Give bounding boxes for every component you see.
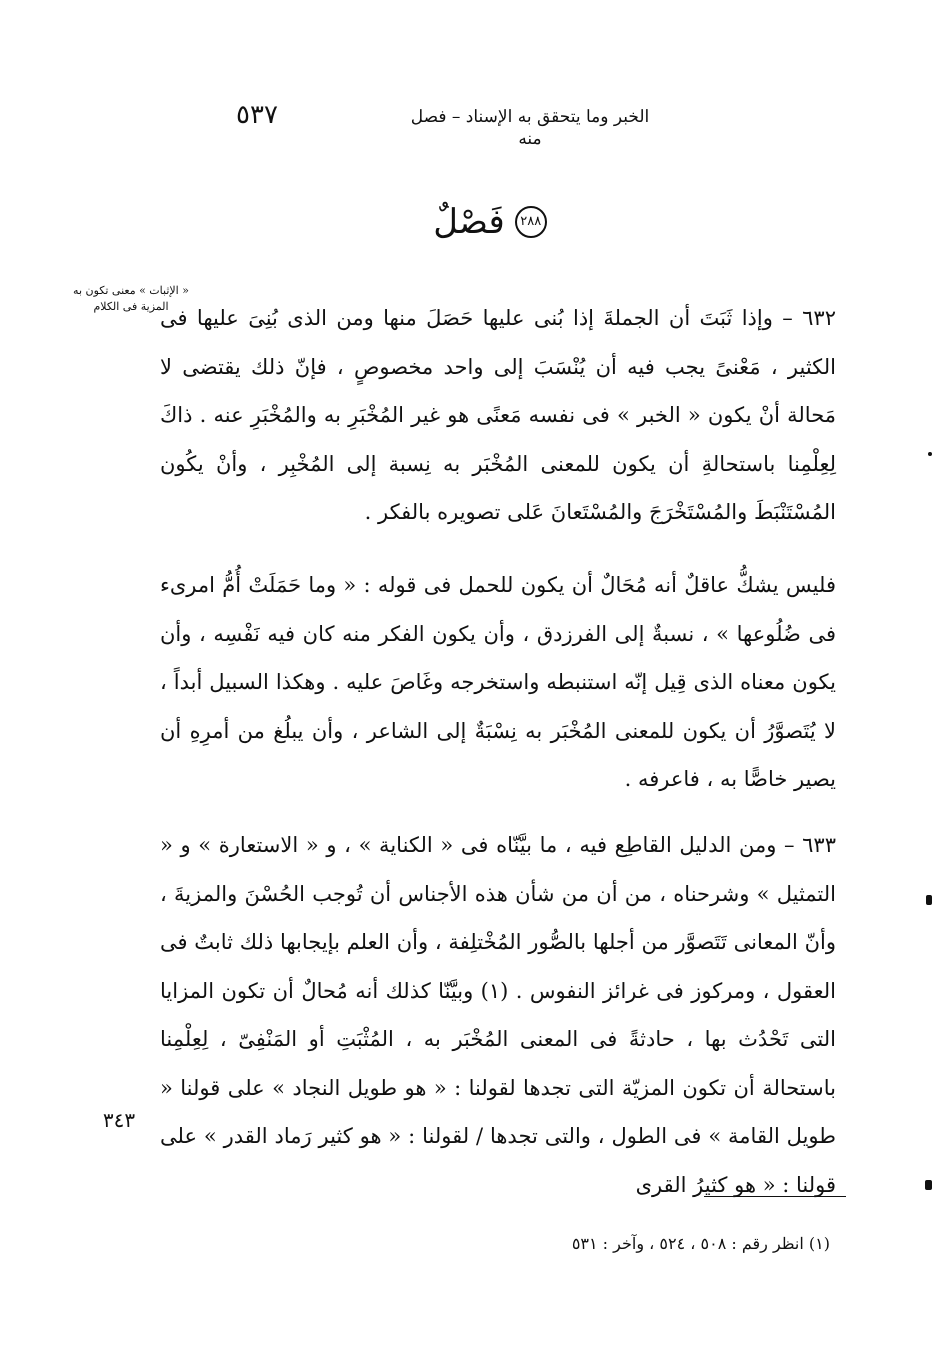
paragraph-633: ٦٣٣ – ومن الدليل القاطِع فيه ، ما بيَّنّاه فى « الكناية » ، و « الاستعارة » و « التمثيل » وشرحناه ، من أن من شأن هذه الأجناس أن تُوجب الحُسْنَ والمزيةَ ، وأنّ المعانى تَتَصوَّر من أجلها بالصُّور المُخْتلِفة ، وأن العلم بإيجابها ذلك ثابتٌ فى العقول ، ومركوز فى غرائز النفوس . (١) وبيَّنّا كذلك أنه مُحالٌ أن تكون المزايا التى تَحْدُث بها ، حادثةً فى المعنى المُخْبَر به ، المُثْبَتِ أو المَنْفِىّ ، لِعِلْمِنا باستحالة أن تكون المزيّة التى تجدها لقولنا : « هو طويل النجاد » على قولنا « طويل القامة » فى الطول ، والتى تجدها / لقولنا : « هو كثير رَماد القدر » على قولنا : « هو كثيرُ القرى	[160, 833, 836, 1197]
section-title: فَصْلٌ	[433, 202, 505, 242]
margin-page-reference: ٣٤٣	[102, 1108, 136, 1132]
section-number-circle: ٢٨٨	[515, 206, 547, 238]
paragraph-continuation: فليس يشكُّ عاقلٌ أنه مُحَالٌ أن يكون للحمل فى قوله : « وما حَمَلَتْ أُمُّ امرىء فى ضُلُوعها » ، نسبةٌ إلى الفرزدق ، وأن يكون الفكر منه كان فيه نَفْسِه ، وأن يكون معناه الذى قِيل إنّه استنبطه واستخرجه وغَاصَ عليه . وهكذا السبيل أبداً ، لا يُتَصوَّرُ أن يكون للمعنى المُخْبَر به نِسْبَةٌ إلى الشاعر ، وأن يبلُغ من أمرِهِ أن يصير خاصًّا به ، فاعرفه .	[160, 573, 836, 791]
page-number: ٥٣٧	[236, 100, 278, 130]
section-heading	[380, 198, 600, 246]
footnote-divider	[704, 1196, 846, 1197]
scan-edge-mark	[928, 452, 932, 456]
paragraph-632: ٦٣٢ – وإذا ثَبَتَ أن الجملةَ إذا بُنى عليها حَصَلَ منها ومن الذى بُنِىَ عليها فى الكثير ، مَعْنىً يجب فيه أن يُنْسَبَ إلى واحد مخصوصٍ ، فإنّ ذلك يقتضى لا مَحالة أنْ يكون « الخبر » فى نفسه مَعنًى هو غير المُخْبَرِ به والمُخْبَرِ عنه . ذاكَ لِعِلْمِنا باستحالةِ أن يكون للمعنى المُخْبَر به نِسبة إلى المُخْبِر ، وأنْ يكُون المُسْتَنْبَطَ والمُسْتَخْرَجَ والمُسْتَعانَ عَلى تصويره بالفكر .	[160, 306, 836, 524]
margin-note: « الإثبات » معنى تكون به المزية فى الكلام	[73, 284, 189, 313]
footnote: (١) انظر رقم : ٥٠٨ ، ٥٢٤ ، وآخر : ٥٣١	[571, 1234, 830, 1253]
scan-edge-mark	[925, 1180, 932, 1190]
running-header: الخبر وما يتحقق به الإسناد – فصل منه	[410, 107, 650, 149]
scan-edge-mark	[926, 895, 932, 905]
